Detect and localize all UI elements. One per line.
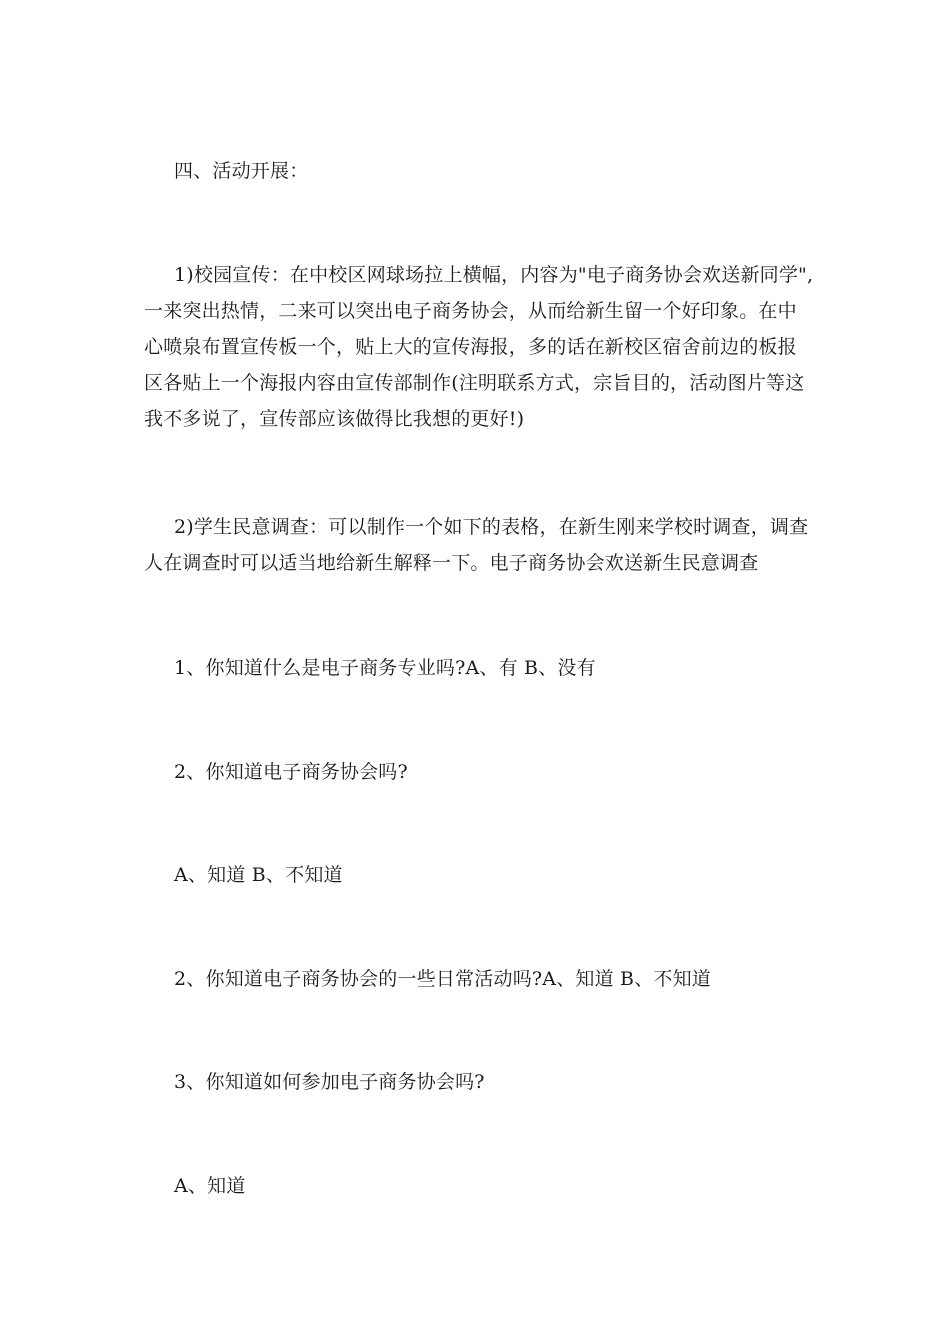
paragraph-line: 区各贴上一个海报内容由宣传部制作(注明联系方式，宗旨目的，活动图片等这 bbox=[144, 372, 805, 394]
paragraph-line: 心喷泉布置宣传板一个，贴上大的宣传海报，多的话在新校区宿舍前边的板报 bbox=[144, 336, 797, 358]
paragraph-line: 2)学生民意调查：可以制作一个如下的表格，在新生刚来学校时调查，调查 bbox=[174, 516, 809, 538]
paragraph-line: 1)校园宣传：在中校区网球场拉上横幅，内容为"电子商务协会欢送新同学", bbox=[174, 264, 814, 286]
survey-item: A、知道 bbox=[174, 1175, 246, 1197]
paragraph-line: 人在调查时可以适当地给新生解释一下。电子商务协会欢送新生民意调查 bbox=[144, 552, 759, 574]
paragraph-line: 一来突出热情，二来可以突出电子商务协会，从而给新生留一个好印象。在中 bbox=[144, 300, 797, 322]
survey-item: A、知道 B、不知道 bbox=[174, 864, 343, 886]
survey-item: 3、你知道如何参加电子商务协会吗? bbox=[174, 1071, 485, 1093]
survey-item: 1、你知道什么是电子商务专业吗?A、有 B、没有 bbox=[174, 657, 596, 679]
survey-item: 2、你知道电子商务协会吗? bbox=[174, 761, 408, 783]
section-heading: 四、活动开展： bbox=[174, 160, 309, 182]
paragraph-line: 我不多说了，宣传部应该做得比我想的更好!) bbox=[144, 408, 525, 430]
survey-item: 2、你知道电子商务协会的一些日常活动吗?A、知道 B、不知道 bbox=[174, 968, 711, 990]
